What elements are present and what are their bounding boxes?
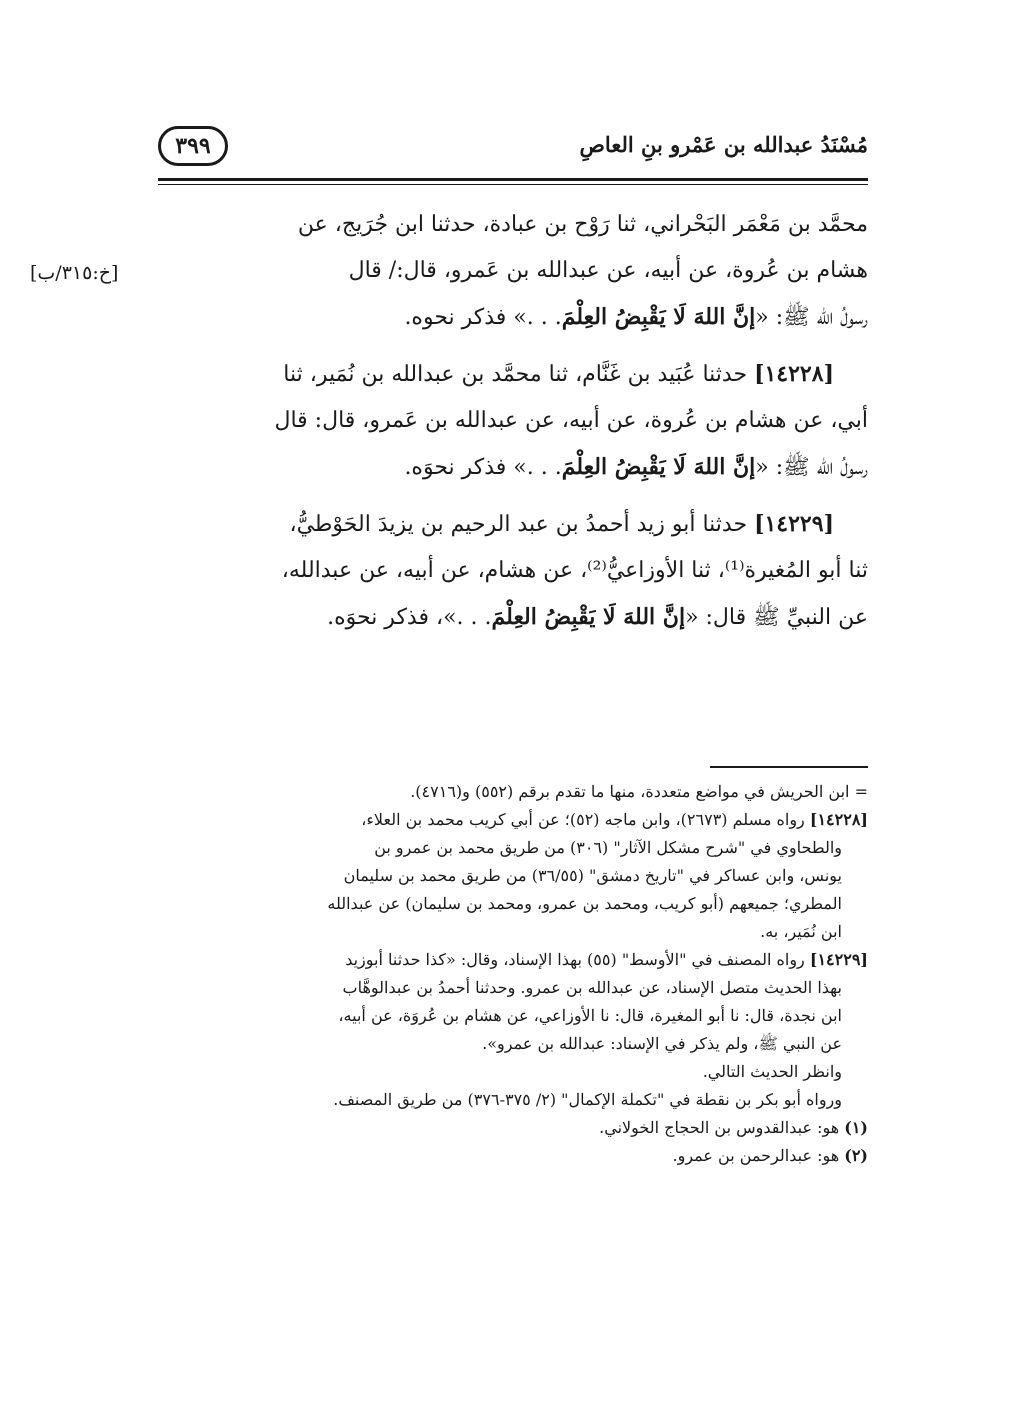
footnote-line: ابن نُمَير، به.	[760, 922, 842, 941]
footnote-line: يونس، وابن عساكر في "تاريخ دمشق" (٣٦/٥٥) من طريق محمد بن سليمان	[343, 866, 842, 885]
hadith-quote: إنَّ اللهَ لَا يَقْبِضُ العِلْمَ	[561, 304, 756, 330]
text-line: هشام بن عُروة، عن أبيه، عن عبدالله بن عَمرو، قال:/ قال	[348, 258, 868, 283]
footnote-text: هو: عبدالقدوس بن الحجاج الخولاني.	[599, 1118, 845, 1137]
footnote-line: = ابن الحريش في مواضع متعددة، منها ما تقدم برقم (٥٥٢) و(٤٧١٦).	[410, 782, 868, 801]
footnote-line: ابن نجدة، قال: نا أبو المغيرة، قال: نا الأوزاعي، عن هشام بن عُروَة، عن أبيه،	[338, 1006, 842, 1025]
hadith-number: [١٤٢٢٨]	[754, 361, 834, 387]
hadith-quote: إنَّ اللهَ لَا يَقْبِضُ العِلْمَ	[491, 604, 686, 630]
hadith-number: [١٤٢٢٩]	[754, 511, 834, 537]
footnote-line: بهذا الحديث متصل الإسناد، عن عبدالله بن عمرو. وحدثنا أحمدُ بن عبدالوهَّاب	[342, 978, 842, 997]
footnote-line: عن النبي ﷺ، ولم يذكر في الإسناد: عبدالله بن عمرو».	[482, 1034, 842, 1053]
footnote-hadith-number: [١٤٢٢٩]	[809, 950, 868, 969]
header-rule-thin	[158, 184, 868, 185]
page-header	[158, 120, 868, 178]
header-rule-thick	[158, 178, 868, 181]
footnote-line	[158, 806, 868, 834]
footnote-line: المطري؛ جميعهم (أبو كريب، ومحمد بن عمرو، ومحمد بن سليمان) عن عبدالله	[327, 894, 842, 913]
footnotes	[158, 778, 868, 1170]
text-line: . . .» فذكر نحوَه.	[404, 455, 562, 480]
text-line: محمَّد بن مَعْمَر البَحْراني، ثنا رَوْح بن عبادة، حدثنا ابن جُرَيج، عن	[297, 212, 868, 237]
running-title: مُسْنَدُ عبدالله بن عَمْرو بنِ العاصِ	[579, 132, 868, 157]
footnote-text: رواه المصنف في "الأوسط" (٥٥) بهذا الإسناد، وقال: «كذا حدثنا أبوزيد	[345, 950, 810, 969]
footnote-line	[158, 946, 868, 974]
footnote-text: رواه مسلم (٢٦٧٣)، وابن ماجه (٥٢)؛ عن أبي كريب محمد بن العلاء،	[361, 810, 810, 829]
footnote-hadith-number: [١٤٢٢٨]	[809, 810, 868, 829]
footnote-line: وانظر الحديث التالي.	[702, 1062, 842, 1081]
margin-manuscript-reference: [خ:٣١٥/ب]	[30, 262, 119, 284]
footnote-note-1	[158, 1114, 868, 1142]
footnote-marker: (٢)	[844, 1146, 868, 1165]
text-line: رسولُ الله ﷺ: «	[755, 455, 868, 480]
paragraph-hadith-14228	[158, 351, 868, 491]
footnote-marker: (١)	[844, 1118, 868, 1137]
footnote-line: والطحاوي في "شرح مشكل الآثار" (٣٠٦) من طريق محمد بن عمرو بن	[374, 838, 842, 857]
text-line: حدثنا أبو زيد أحمدُ بن عبد الرحيم بن يزيدَ الحَوْطيُّ،	[289, 512, 755, 537]
text-line: ثنا أبو المُغيرة⁽¹⁾، ثنا الأوزاعيُّ⁽²⁾، عن هشام، عن أبيه، عن عبدالله،	[281, 558, 868, 583]
main-text	[158, 202, 868, 641]
footnote-note-2	[158, 1142, 868, 1170]
text-line: أبي، عن هشام بن عُروة، عن أبيه، عن عبدالله بن عَمرو، قال: قال	[274, 408, 868, 433]
footnote-separator	[710, 766, 868, 768]
text-line: . . .» فذكر نحوه.	[404, 305, 562, 330]
footnote-line: ورواه أبو بكر بن نقطة في "تكملة الإكمال" (٢/ ٣٧٥-٣٧٦) من طريق المصنف.	[333, 1090, 842, 1109]
page-number: ٣٩٩	[158, 126, 228, 166]
paragraph-hadith-14229	[158, 501, 868, 641]
text-line: حدثنا عُبَيد بن غَنَّام، ثنا محمَّد بن عبدالله بن نُمَير، ثنا	[283, 362, 755, 387]
hadith-quote: إنَّ اللهَ لَا يَقْبِضُ العِلْمَ	[561, 454, 756, 480]
footnote-text: هو: عبدالرحمن بن عمرو.	[672, 1146, 845, 1165]
paragraph-continuation	[158, 202, 868, 341]
text-line: رسولُ الله ﷺ: «	[755, 305, 868, 330]
text-line: عن النبيِّ ﷺ قال: «	[685, 605, 868, 630]
text-line: . . .»، فذكر نحوَه.	[327, 605, 492, 630]
